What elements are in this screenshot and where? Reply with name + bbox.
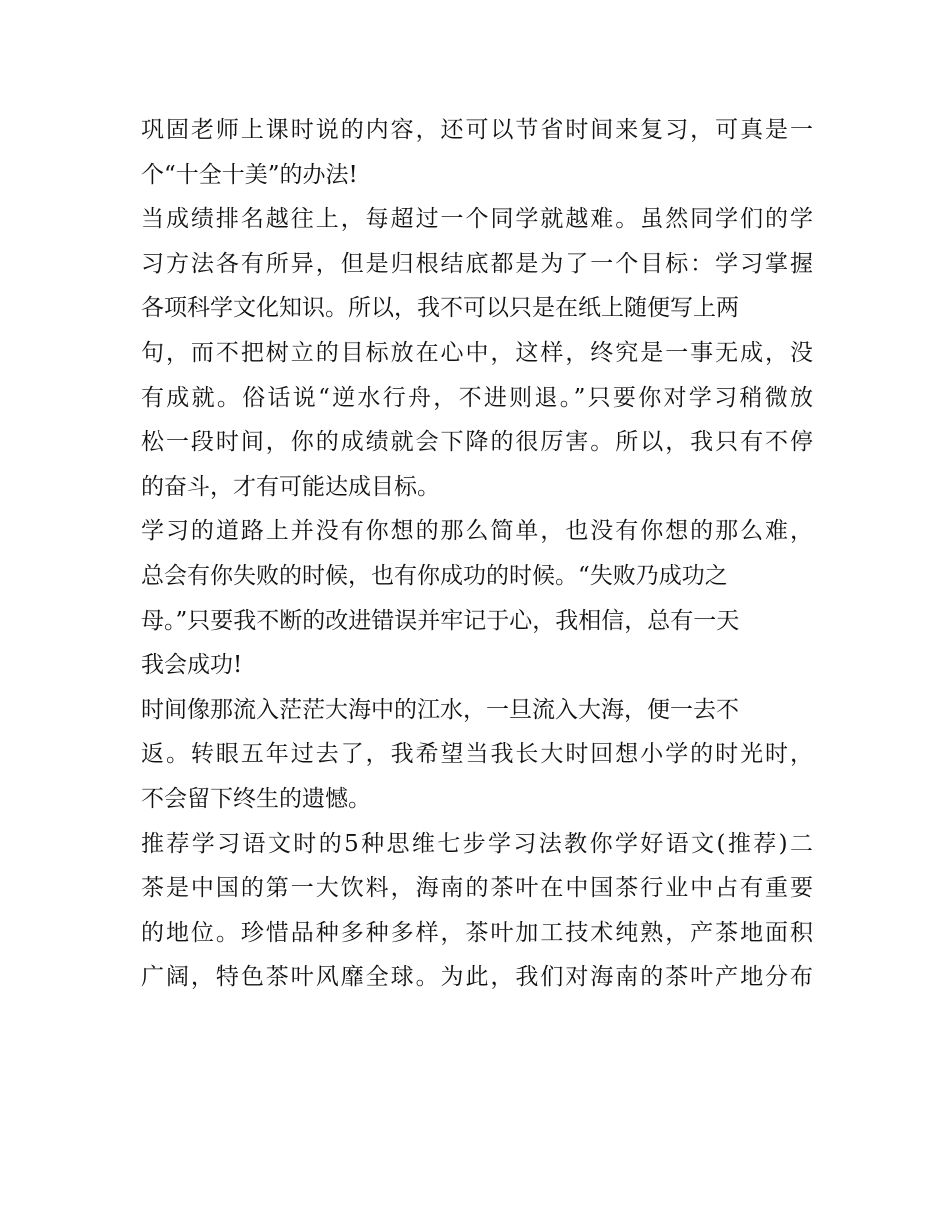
text-line: 学习的道路上并没有你想的那么简单，也没有你想的那么难，	[141, 518, 813, 545]
text-line: 推荐学习语文时的5种思维七步学习法教你学好语文(推荐)二	[141, 830, 813, 857]
text-line: 母。”只要我不断的改进错误并牢记于心，我相信，总有一天	[141, 607, 740, 634]
text-line: 广阔，特色茶叶风靡全球。为此，我们对海南的茶叶产地分布	[141, 964, 813, 991]
text-line: 总会有你失败的时候，也有你成功的时候。“失败乃成功之	[141, 562, 728, 589]
text-line: 的地位。珍惜品种多种多样，茶叶加工技术纯熟，产茶地面积	[141, 919, 813, 946]
text-line: 松一段时间，你的成绩就会下降的很厉害。所以，我只有不停	[141, 429, 813, 456]
text-line: 当成绩排名越往上，每超过一个同学就越难。虽然同学们的学	[141, 206, 813, 233]
text-line: 句，而不把树立的目标放在心中，这样，终究是一事无成，没	[141, 339, 813, 366]
text-line: 有成就。俗话说“逆水行舟，不进则退。”只要你对学习稍微放	[141, 384, 813, 411]
document-body-text	[141, 108, 813, 1000]
text-line: 茶是中国的第一大饮料，海南的茶叶在中国茶行业中占有重要	[141, 875, 813, 902]
text-line: 个“十全十美”的办法!	[141, 161, 358, 188]
text-line: 巩固老师上课时说的内容，还可以节省时间来复习，可真是一	[141, 117, 813, 143]
text-line: 不会留下终生的遗憾。	[141, 785, 371, 812]
text-line: 各项科学文化知识。所以，我不可以只是在纸上随便写上两	[141, 295, 739, 322]
text-line: 的奋斗，才有可能达成目标。	[141, 473, 440, 500]
text-line: 时间像那流入茫茫大海中的江水，一旦流入大海，便一去不	[141, 696, 739, 723]
text-line: 返。转眼五年过去了，我希望当我长大时回想小学的时光时，	[141, 741, 813, 768]
text-line: 我会成功!	[141, 652, 243, 679]
text-line: 习方法各有所异，但是归根结底都是为了一个目标：学习掌握	[141, 250, 813, 277]
